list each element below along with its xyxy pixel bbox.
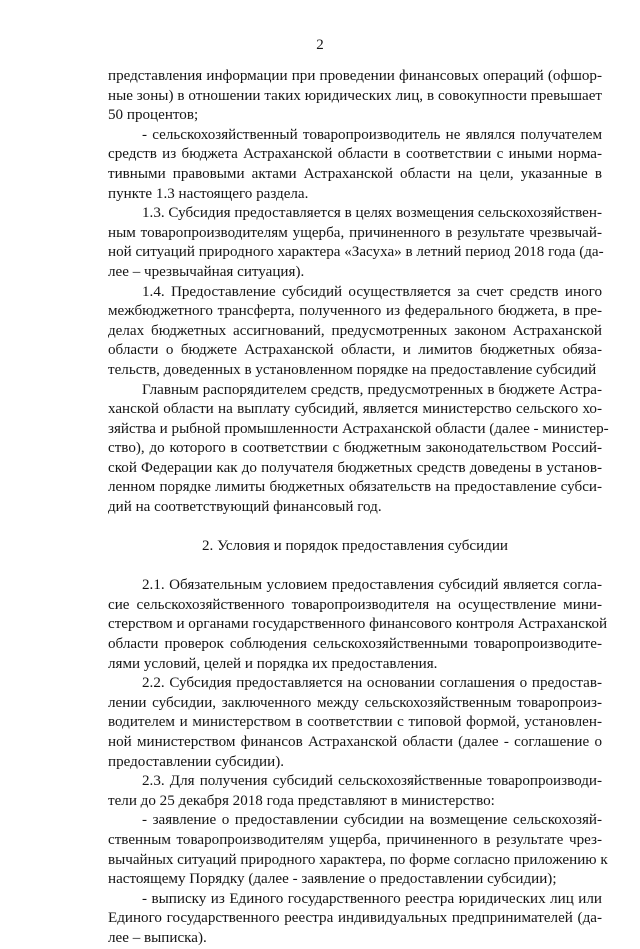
text-line: предоставлении субсидии). [108, 753, 285, 770]
text-line: представления информации при проведении финансовых операций (офшор- [108, 68, 602, 84]
paragraph [108, 890, 602, 949]
document-body [108, 67, 609, 949]
text-line: ным товаропроизводителям ущерба, причиненного в результате чрезвычай- [108, 224, 602, 241]
text-line: тивными правовыми актами Астраханской области на цели, указанные в [108, 165, 602, 182]
text-line: зяйства и рыбной промышленности Астраханской области (далее - министер- [108, 420, 609, 437]
text-line: - сельскохозяйственный товаропроизводитель не являлся получателем [142, 126, 602, 143]
section-2-text [108, 576, 608, 948]
text-line: тельств, доведенных в установленном порядке на предоставление субсидий [108, 361, 597, 378]
text-line: вычайных ситуаций природного характера, по форме согласно приложению к [108, 851, 608, 868]
text-line: дий на соответствующий финансовый год. [108, 499, 382, 516]
section-heading: 2. Условия и порядок предоставления субсидии [201, 537, 509, 554]
text-line: 2.1. Обязательным условием предоставления субсидий является согла- [142, 577, 602, 594]
text-line: средств из бюджета Астраханской области в соответствии с иными норма- [108, 146, 602, 163]
text-line: 2.3. Для получения субсидий сельскохозяйственные товаропроизводи- [142, 773, 602, 790]
text-line: области проверок соблюдения сельскохозяйственными товаропроизводите- [108, 636, 602, 653]
text-line: ленном порядке лимиты бюджетных обязательств на предоставление субси- [108, 479, 602, 496]
text-line: водителем и министерством в соответствии с типовой формой, установлен- [108, 714, 602, 731]
text-line: тели до 25 декабря 2018 года представляют в министерство: [108, 792, 495, 809]
text-line: ственным товаропроизводителям ущерба, причиненного в результате чрез- [108, 831, 602, 848]
text-line: Единого государственного реестра индивидуальных предпринимателей (да- [108, 910, 602, 927]
text-line: пункте 1.3 настоящего раздела. [108, 185, 309, 202]
paragraph [108, 126, 602, 204]
paragraph [108, 381, 609, 518]
page-number: 2 [316, 37, 324, 53]
text-line: ной ситуаций природного характера «Засуха» в летний период 2018 года (да- [108, 244, 604, 261]
text-line: лении субсидии, заключенного между сельскохозяйственным товаропроиз- [108, 694, 602, 711]
text-line: ство), до которого в соответствии с бюджетным законодательством Россий- [108, 440, 602, 457]
text-line: межбюджетного трансферта, полученного из федерального бюджета, в пре- [108, 303, 602, 320]
text-line: - заявление о предоставлении субсидии на возмещение сельскохозяй- [142, 812, 602, 829]
text-line: 2.2. Субсидия предоставляется на основании соглашения о предостав- [142, 675, 602, 692]
paragraph [108, 204, 602, 282]
text-line: лее – выписка). [108, 929, 207, 946]
text-line: ханской области на выплату субсидий, является министерство сельского хо- [108, 401, 602, 418]
text-line: ные зоны) в отношении таких юридических лиц, в совокупности превышает [108, 87, 602, 104]
paragraph [108, 674, 602, 772]
text-line: сие сельскохозяйственного товаропроизводителя на осуществление мини- [108, 596, 602, 613]
text-line: Главным распорядителем средств, предусмотренных в бюджете Астра- [142, 381, 602, 398]
text-line: - выписку из Единого государственного реестра юридических лиц или [142, 890, 602, 907]
text-line: области о бюджете Астраханской области, и лимитов бюджетных обяза- [108, 342, 602, 359]
paragraph [108, 576, 608, 674]
text-line: делах бюджетных ассигнований, предусмотренных законом Астраханской [108, 322, 602, 339]
text-line: ской Федерации как до получателя бюджетных средств доведены в установ- [108, 459, 602, 476]
text-line: ной министерством финансов Астраханской области (далее - соглашение о [108, 734, 602, 750]
text-line: лее – чрезвычайная ситуация). [108, 263, 305, 280]
text-line: 1.4. Предоставление субсидий осуществляется за счет средств иного [142, 283, 602, 300]
paragraph [108, 772, 602, 811]
text-line: 1.3. Субсидия предоставляется в целях возмещения сельскохозяйствен- [142, 205, 602, 222]
text-line: лями условий, целей и порядка их предоставления. [108, 655, 438, 672]
section-1-text [108, 67, 609, 518]
paragraph [108, 283, 602, 381]
paragraph [108, 67, 602, 126]
paragraph [108, 811, 608, 889]
text-line: настоящему Порядку (далее - заявление о предоставлении субсидии); [108, 871, 557, 888]
text-line: стерством и органами государственного финансового контроля Астраханской [108, 616, 608, 633]
text-line: 50 процентов; [108, 107, 199, 124]
